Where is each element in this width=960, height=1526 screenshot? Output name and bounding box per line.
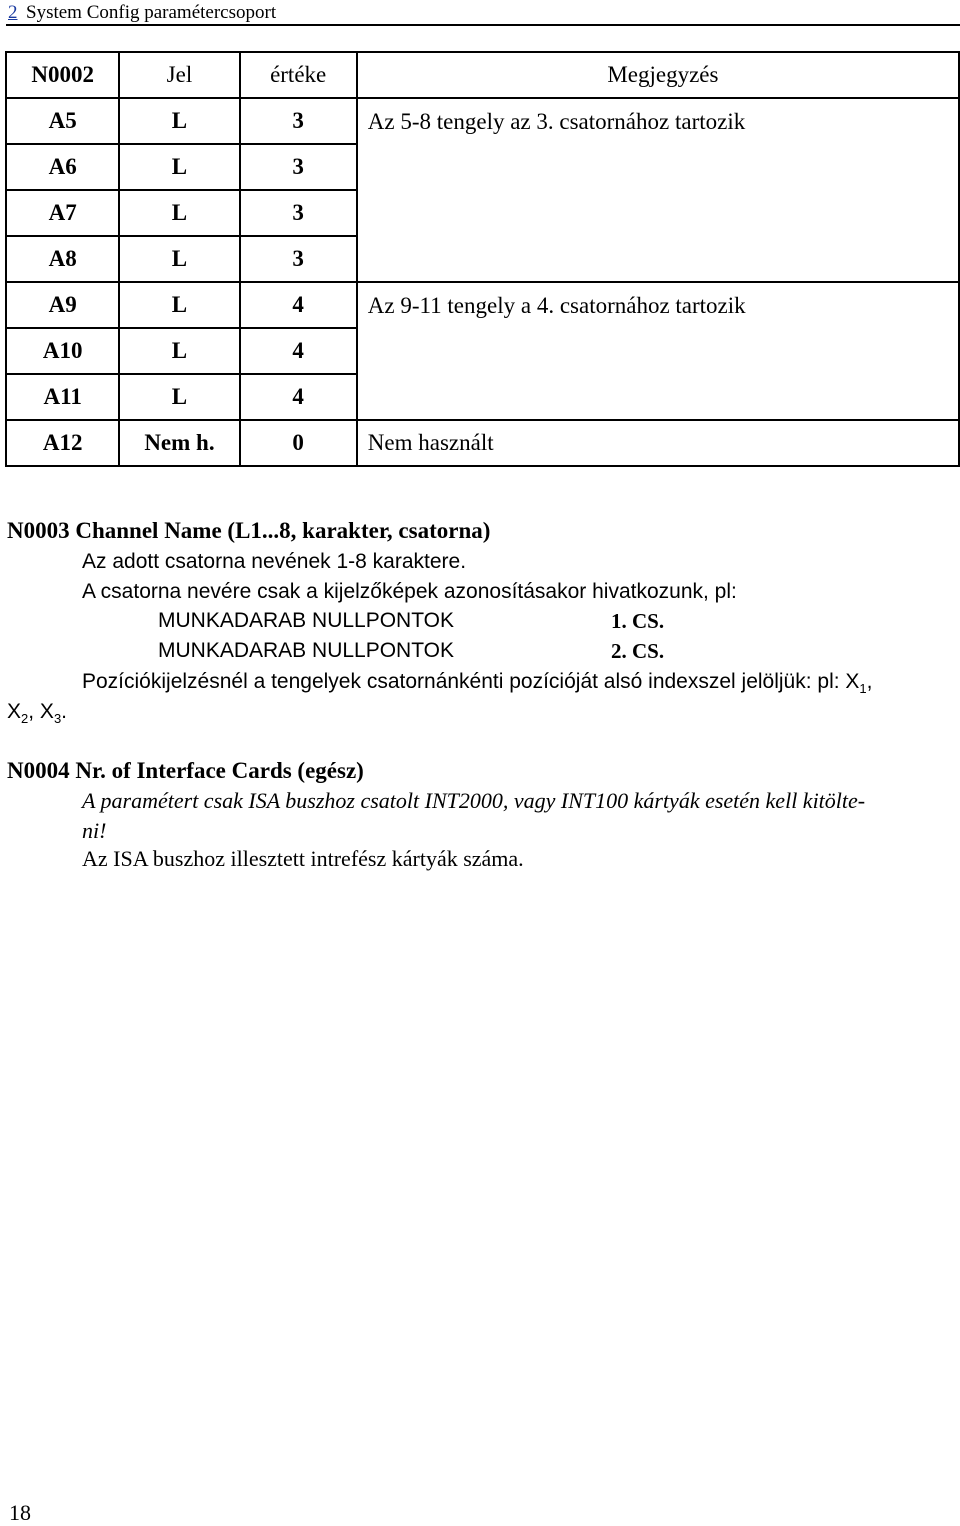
table-header-cell: Jel — [119, 52, 239, 98]
table-row — [6, 420, 959, 466]
axis-cell: A10 — [6, 328, 119, 374]
page-number: 18 — [9, 1500, 31, 1525]
n0004-italic-line1: A paramétert csak ISA buszhoz csatolt INT2000, vagy INT100 kártyák esetén kell kitölte- — [82, 788, 866, 813]
line4-end: . — [61, 700, 68, 723]
value-cell: 0 — [240, 420, 357, 466]
table-header-cell: értéke — [240, 52, 357, 98]
table-row — [6, 144, 959, 190]
note-cell — [357, 328, 959, 374]
table-header-cell: N0002 — [6, 52, 119, 98]
n0004-title: N0004 Nr. of Interface Cards (egész) — [7, 758, 364, 783]
line4-x3: , X — [28, 700, 54, 723]
line4-x2: X — [7, 700, 22, 723]
value-cell: 3 — [240, 190, 357, 236]
value-cell: 3 — [240, 144, 357, 190]
axis-cell: A8 — [6, 236, 119, 282]
n0003-line2: A csatorna nevére csak a kijelzőképek azonosításakor hivatkozunk, pl: — [82, 580, 737, 603]
axis-cell: A11 — [6, 374, 119, 420]
parameter-table — [5, 51, 960, 467]
sign-cell: L — [119, 328, 239, 374]
n0003-line3 — [82, 670, 873, 696]
chapter-number[interactable]: 2 — [8, 2, 18, 23]
n0003-line1: Az adott csatorna nevének 1-8 karaktere. — [82, 550, 467, 573]
sign-cell: L — [119, 144, 239, 190]
line3-end: , — [866, 670, 873, 693]
note-cell — [357, 374, 959, 420]
subscript-2: 2 — [21, 711, 29, 727]
note-cell — [357, 144, 959, 190]
subscript-3: 3 — [53, 711, 62, 727]
value-cell: 4 — [240, 374, 357, 420]
n0004-line3: Az ISA buszhoz illesztett intrefész kártyák száma. — [82, 846, 524, 871]
chapter-title: System Config paramétercsoport — [26, 2, 277, 23]
table-row — [6, 328, 959, 374]
axis-cell: A6 — [6, 144, 119, 190]
table-row — [6, 98, 959, 144]
note-cell: Az 9-11 tengely a 4. csatornához tartozik — [357, 282, 959, 328]
axis-cell: A5 — [6, 98, 119, 144]
sign-cell: Nem h. — [119, 420, 239, 466]
example2-name: MUNKADARAB NULLPONTOK — [158, 639, 455, 662]
n0003-line4 — [7, 700, 67, 726]
n0003-title: N0003 Channel Name (L1...8, karakter, csatorna) — [7, 518, 491, 543]
axis-cell: A12 — [6, 420, 119, 466]
value-cell: 3 — [240, 236, 357, 282]
table-row — [6, 236, 959, 282]
sign-cell: L — [119, 98, 239, 144]
sign-cell: L — [119, 236, 239, 282]
note-cell — [357, 236, 959, 282]
sign-cell: L — [119, 282, 239, 328]
value-cell: 4 — [240, 328, 357, 374]
line3-text: Pozíciókijelzésnél a tengelyek csatornánkénti pozícióját alsó indexszel jelöljük: pl: X — [82, 670, 860, 693]
example2-cs: 2. CS. — [611, 639, 665, 663]
note-cell: Nem használt — [357, 420, 959, 466]
table-row — [6, 282, 959, 328]
value-cell: 4 — [240, 282, 357, 328]
example1-name: MUNKADARAB NULLPONTOK — [158, 609, 455, 632]
value-cell: 3 — [240, 98, 357, 144]
example1-cs: 1. CS. — [611, 609, 665, 633]
subscript-1: 1 — [859, 681, 867, 697]
table-row — [6, 190, 959, 236]
table-header-row — [6, 52, 959, 98]
note-cell: Az 5-8 tengely az 3. csatornához tartozik — [357, 98, 959, 144]
table-row — [6, 374, 959, 420]
axis-cell: A9 — [6, 282, 119, 328]
sign-cell: L — [119, 190, 239, 236]
page-header — [6, 0, 960, 26]
n0004-italic-line2: ni! — [82, 818, 107, 843]
note-cell — [357, 190, 959, 236]
axis-cell: A7 — [6, 190, 119, 236]
sign-cell: L — [119, 374, 239, 420]
table-header-cell: Megjegyzés — [357, 52, 959, 98]
